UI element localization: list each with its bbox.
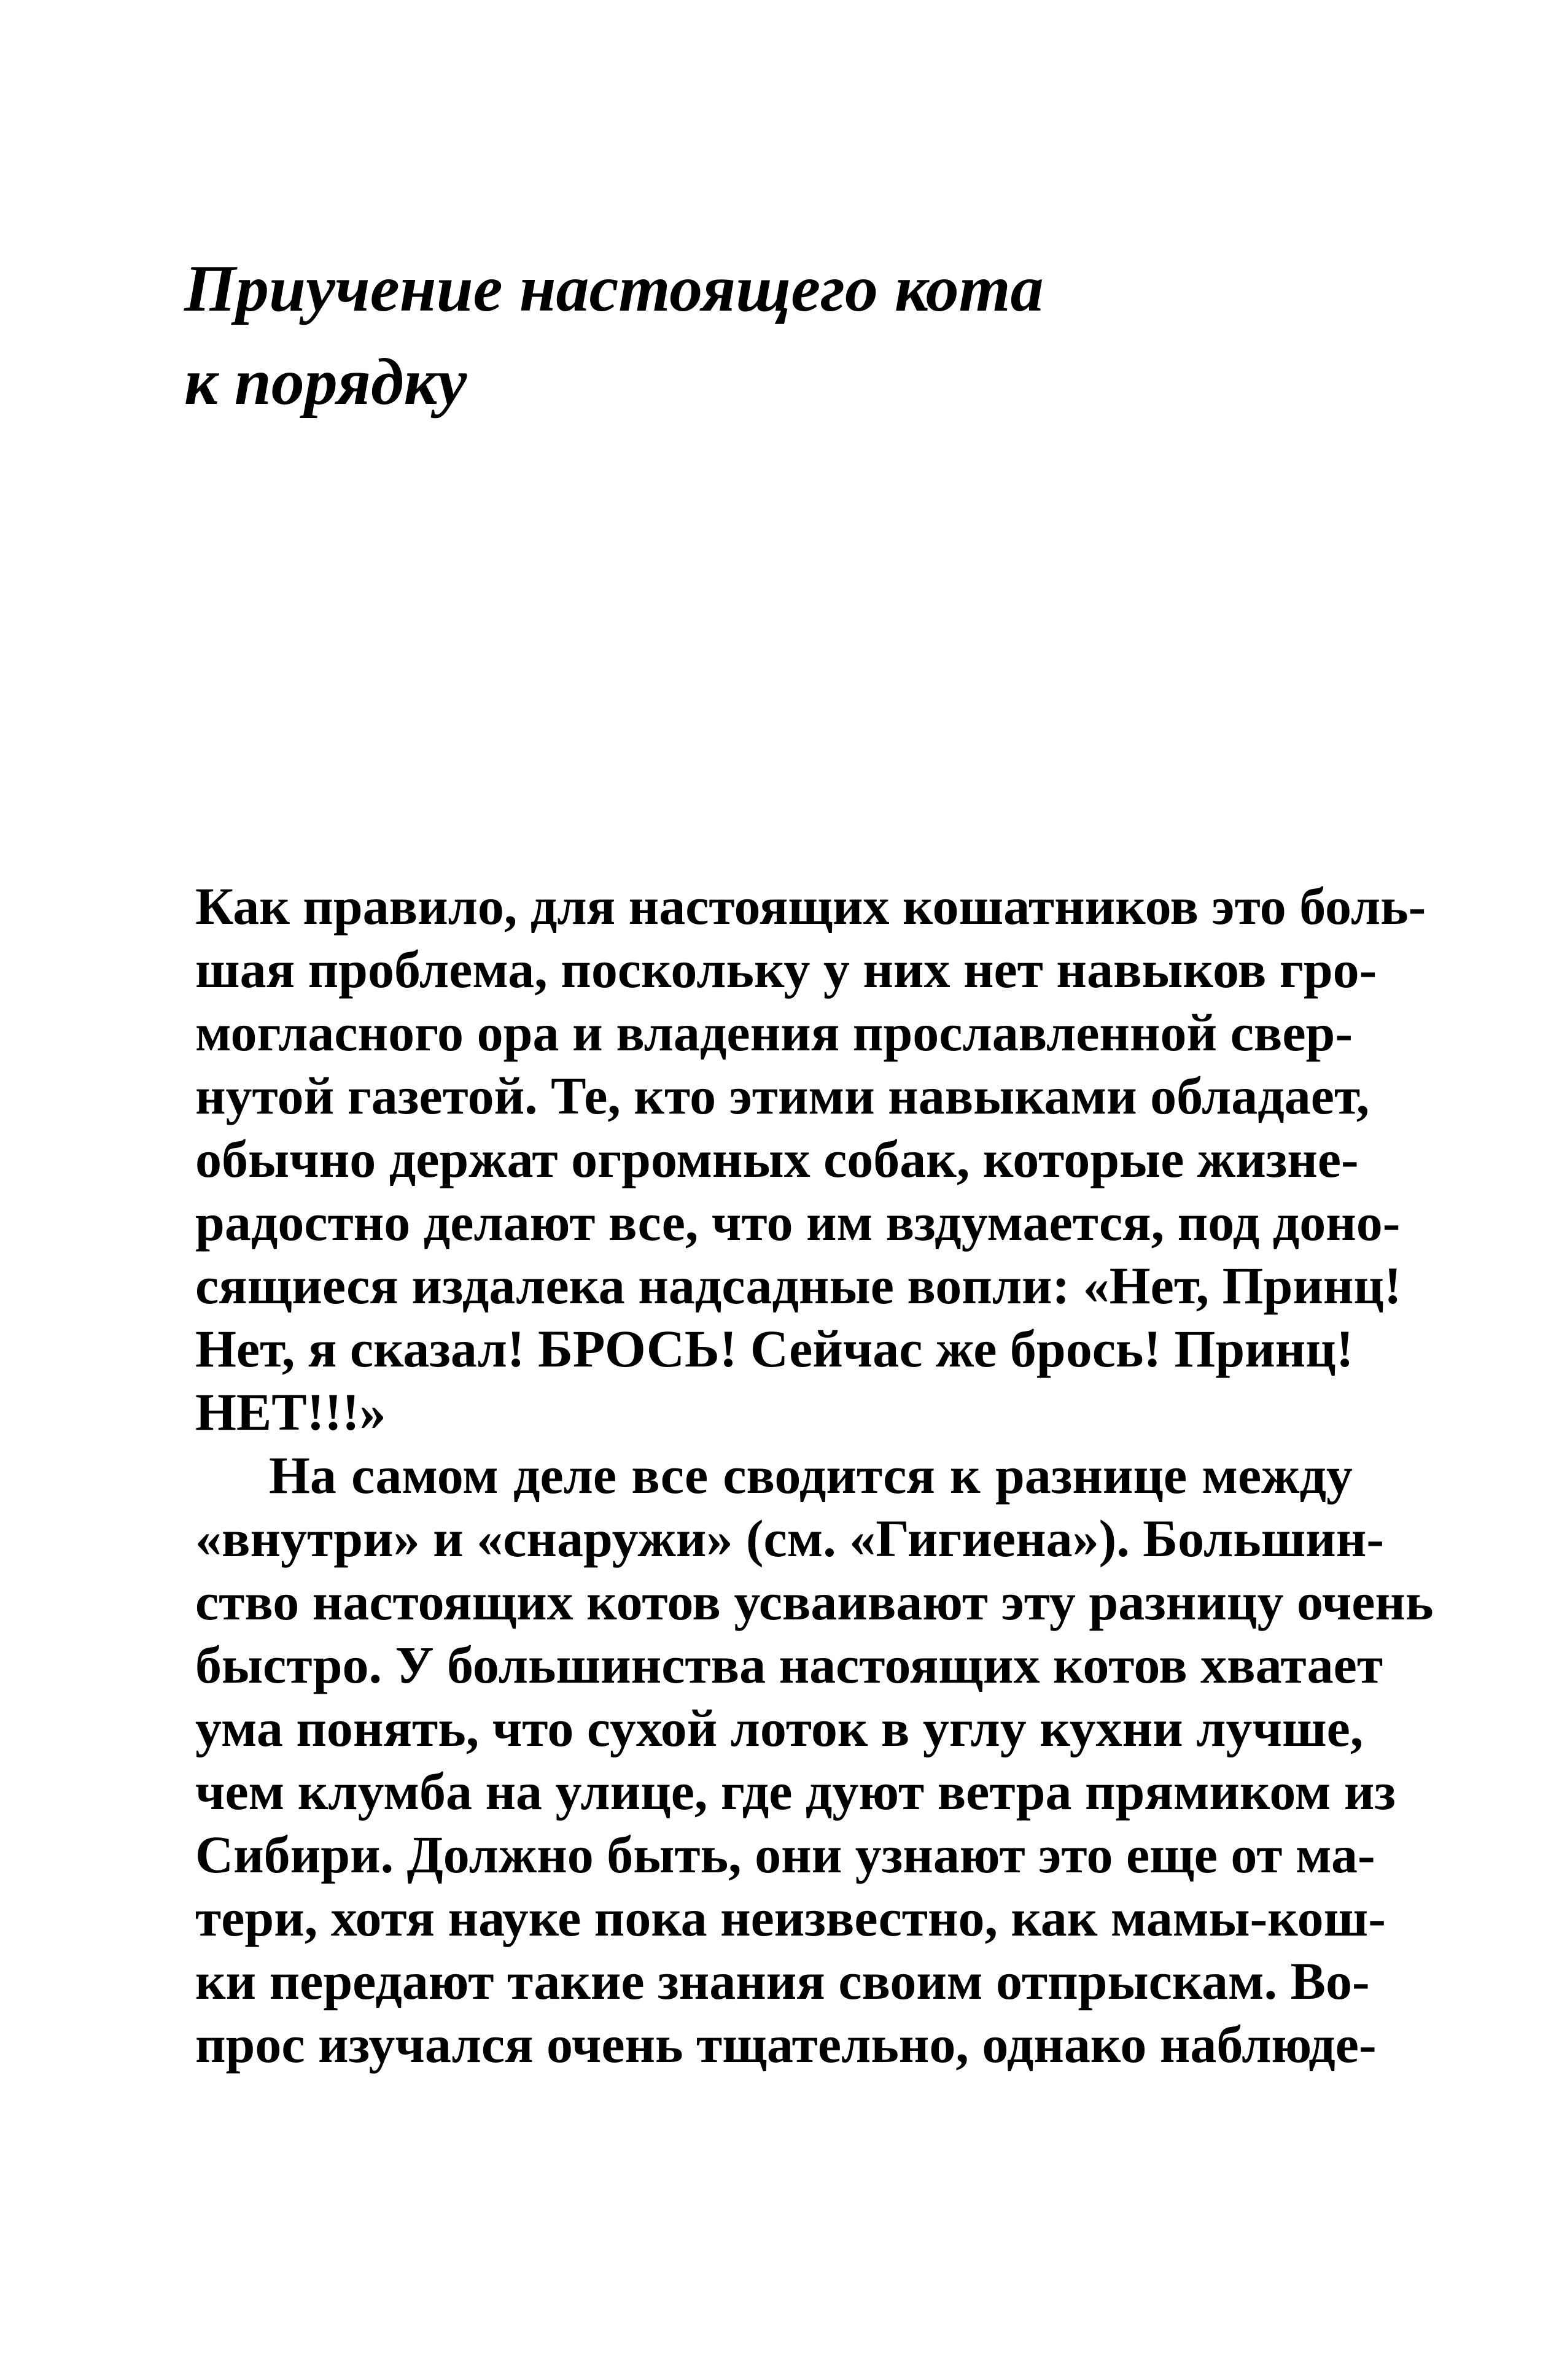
chapter-title (184, 242, 1412, 429)
chapter-title-line: Приучение настоящего кота (184, 252, 1044, 325)
text-line: сящиеся издалека надсадные вопли: «Нет, Принц! (195, 1256, 1402, 1315)
text-line: чем клумба на улице, где дуют ветра прямиком из (195, 1762, 1396, 1821)
text-line: ки передают такие знания своим отпрыскам. Во- (195, 1952, 1370, 2010)
text-line: Как правило, для настоящих кошатников это боль- (195, 877, 1426, 936)
text-line: нутой газетой. Те, кто этими навыками обладает, (195, 1066, 1370, 1125)
text-line: На самом деле все сводится к разнице между (269, 1446, 1353, 1505)
text-line: прос изучался очень тщательно, однако наблюде- (195, 2015, 1377, 2074)
text-line: тери, хотя науке пока неизвестно, как мамы-кош- (195, 1888, 1386, 1947)
text-line: обычно держат огромных собак, которые жизне- (195, 1130, 1359, 1188)
body-text (195, 875, 1434, 2076)
text-line: могласного ора и владения прославленной свер- (195, 1003, 1353, 1062)
text-line: быстро. У большинства настоящих котов хватает (195, 1635, 1383, 1694)
text-line: ство настоящих котов усваивают эту разницу очень (195, 1572, 1434, 1631)
text-line: НЕТ!!!» (195, 1382, 386, 1441)
text-line: ума понять, что сухой лоток в углу кухни лучше, (195, 1699, 1364, 1758)
text-line: Нет, я сказал! БРОСЬ! Сейчас же брось! Принц! (195, 1319, 1354, 1378)
text-line: радостно делают все, что им вздумается, под доно- (195, 1193, 1401, 1252)
text-line: Сибири. Должно быть, они узнают это еще от ма- (195, 1825, 1375, 1884)
text-line: шая проблема, поскольку у них нет навыков гро- (195, 940, 1377, 999)
chapter-title-line: к порядку (184, 346, 467, 419)
text-line: «внутри» и «снаружи» (см. «Гигиена»). Большин- (195, 1509, 1385, 1568)
